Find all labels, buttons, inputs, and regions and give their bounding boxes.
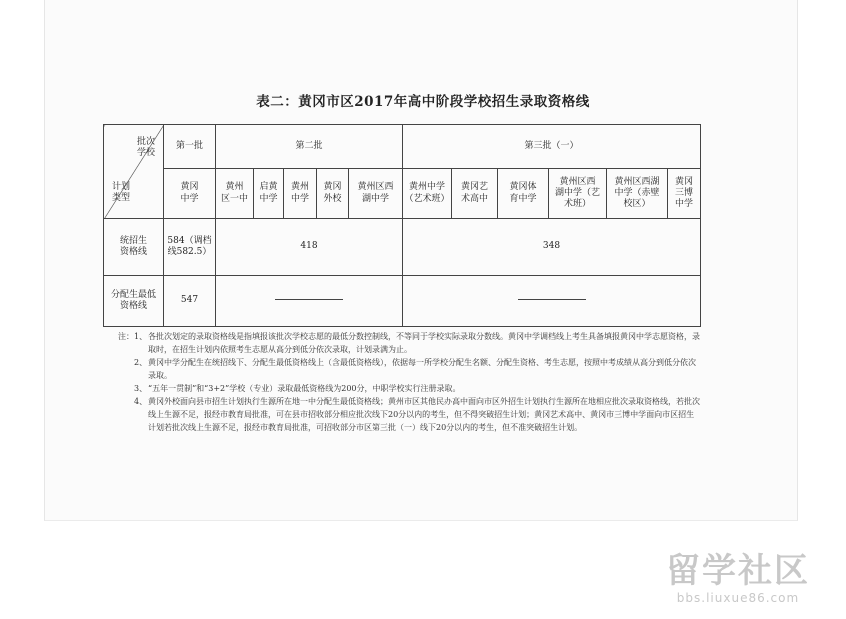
batch-3-unified-score: 348	[403, 219, 701, 276]
batch-2-allocation-dash	[216, 276, 403, 327]
note-number: 3、	[134, 384, 148, 393]
note-number: 2、	[134, 358, 148, 367]
notes-label: 注：	[118, 332, 134, 341]
school-header: 启黄 中学	[254, 169, 284, 219]
school-header: 黄冈体 育中学	[498, 169, 549, 219]
batch-2-header: 第二批	[216, 125, 403, 169]
note-item	[134, 382, 700, 395]
table-corner-header	[104, 125, 164, 219]
note-text: 各批次划定的录取资格线是指填报该批次学校志愿的最低分数控制线，不等同于学校实际录取分数线。黄冈中学调档线上考生具备填报黄冈中学志愿资格，录取时，在招生计划内依照考生志愿从高分到低分依次录取，计划录满为止。	[148, 332, 700, 354]
note-text: “五年一贯制”和“3+2”学校（专业）录取最低资格线为200分，中职学校实行注册录取。	[148, 384, 461, 393]
batch-3-header: 第三批（一）	[403, 125, 701, 169]
row-label-unified: 统招生 资格线	[104, 219, 164, 276]
watermark-brand: 留学社区	[666, 551, 810, 591]
batch-3-allocation-dash	[403, 276, 701, 327]
watermark-url: bbs.liuxue86.com	[676, 591, 800, 605]
note-item	[134, 330, 700, 356]
batch-header-row	[104, 125, 701, 169]
corner-label-plan: 计划 类型	[112, 181, 131, 203]
table-row-allocation-line	[104, 276, 701, 327]
school-header: 黄州 区一中	[216, 169, 254, 219]
school-header: 黄州中学 （艺术班）	[403, 169, 452, 219]
school-header: 黄州区西 湖中学	[349, 169, 403, 219]
note-number: 4、	[134, 397, 148, 406]
batch-1-header: 第一批	[164, 125, 216, 169]
batch-2-unified-score: 418	[216, 219, 403, 276]
school-header: 黄州 中学	[284, 169, 317, 219]
notes-list	[134, 330, 700, 434]
empty-dash-line	[275, 299, 343, 300]
note-item	[134, 395, 700, 434]
batch-1-allocation-score: 547	[164, 276, 216, 327]
school-header-row	[104, 169, 701, 219]
school-header: 黄州区西湖 中学（赤壁 校区）	[607, 169, 668, 219]
document-title: 表二：黄冈市区2017年高中阶段学校招生录取资格线	[256, 94, 590, 110]
note-text: 黄冈中学分配生在统招线下、分配生最低资格线上（含最低资格线），依据每一所学校分配生名额、分配生资格、考生志愿，按照中考成绩从高分到低分依次录取。	[148, 358, 696, 380]
table-row-unified-line	[104, 219, 701, 276]
admission-score-table	[103, 124, 701, 327]
notes-section	[118, 330, 700, 434]
note-item	[134, 356, 700, 382]
row-label-allocation: 分配生最低 资格线	[104, 276, 164, 327]
site-watermark-logo	[658, 551, 818, 605]
corner-label-school: 批次 学校	[136, 137, 155, 159]
school-header: 黄州区西 湖中学（艺 术班）	[549, 169, 607, 219]
school-header: 黄冈艺 术高中	[452, 169, 498, 219]
note-number: 1、	[134, 332, 148, 341]
note-text: 黄冈外校面向县市招生计划执行生源所在地一中分配生最低资格线；黄州市区其他民办高中面向市区外招生计划执行生源所在地相应批次录取资格线，若批次线上生源不足，报经市教育局批准，可在县市招收部分相应批次线下20分以内的考生，但不得突破招生计划；黄冈艺术高中、黄冈市三博中学面向市区招生计划若批次线上生源不足，报经市教育局批准，可招收部分市区第三批（一）线下20分以内的考生，但不准突破招生计划。	[148, 397, 700, 432]
batch-1-unified-score: 584（调档 线582.5）	[164, 219, 216, 276]
empty-dash-line	[518, 299, 586, 300]
school-header: 黄冈 外校	[317, 169, 349, 219]
school-header: 黄冈 三博 中学	[668, 169, 701, 219]
school-header: 黄冈 中学	[164, 169, 216, 219]
